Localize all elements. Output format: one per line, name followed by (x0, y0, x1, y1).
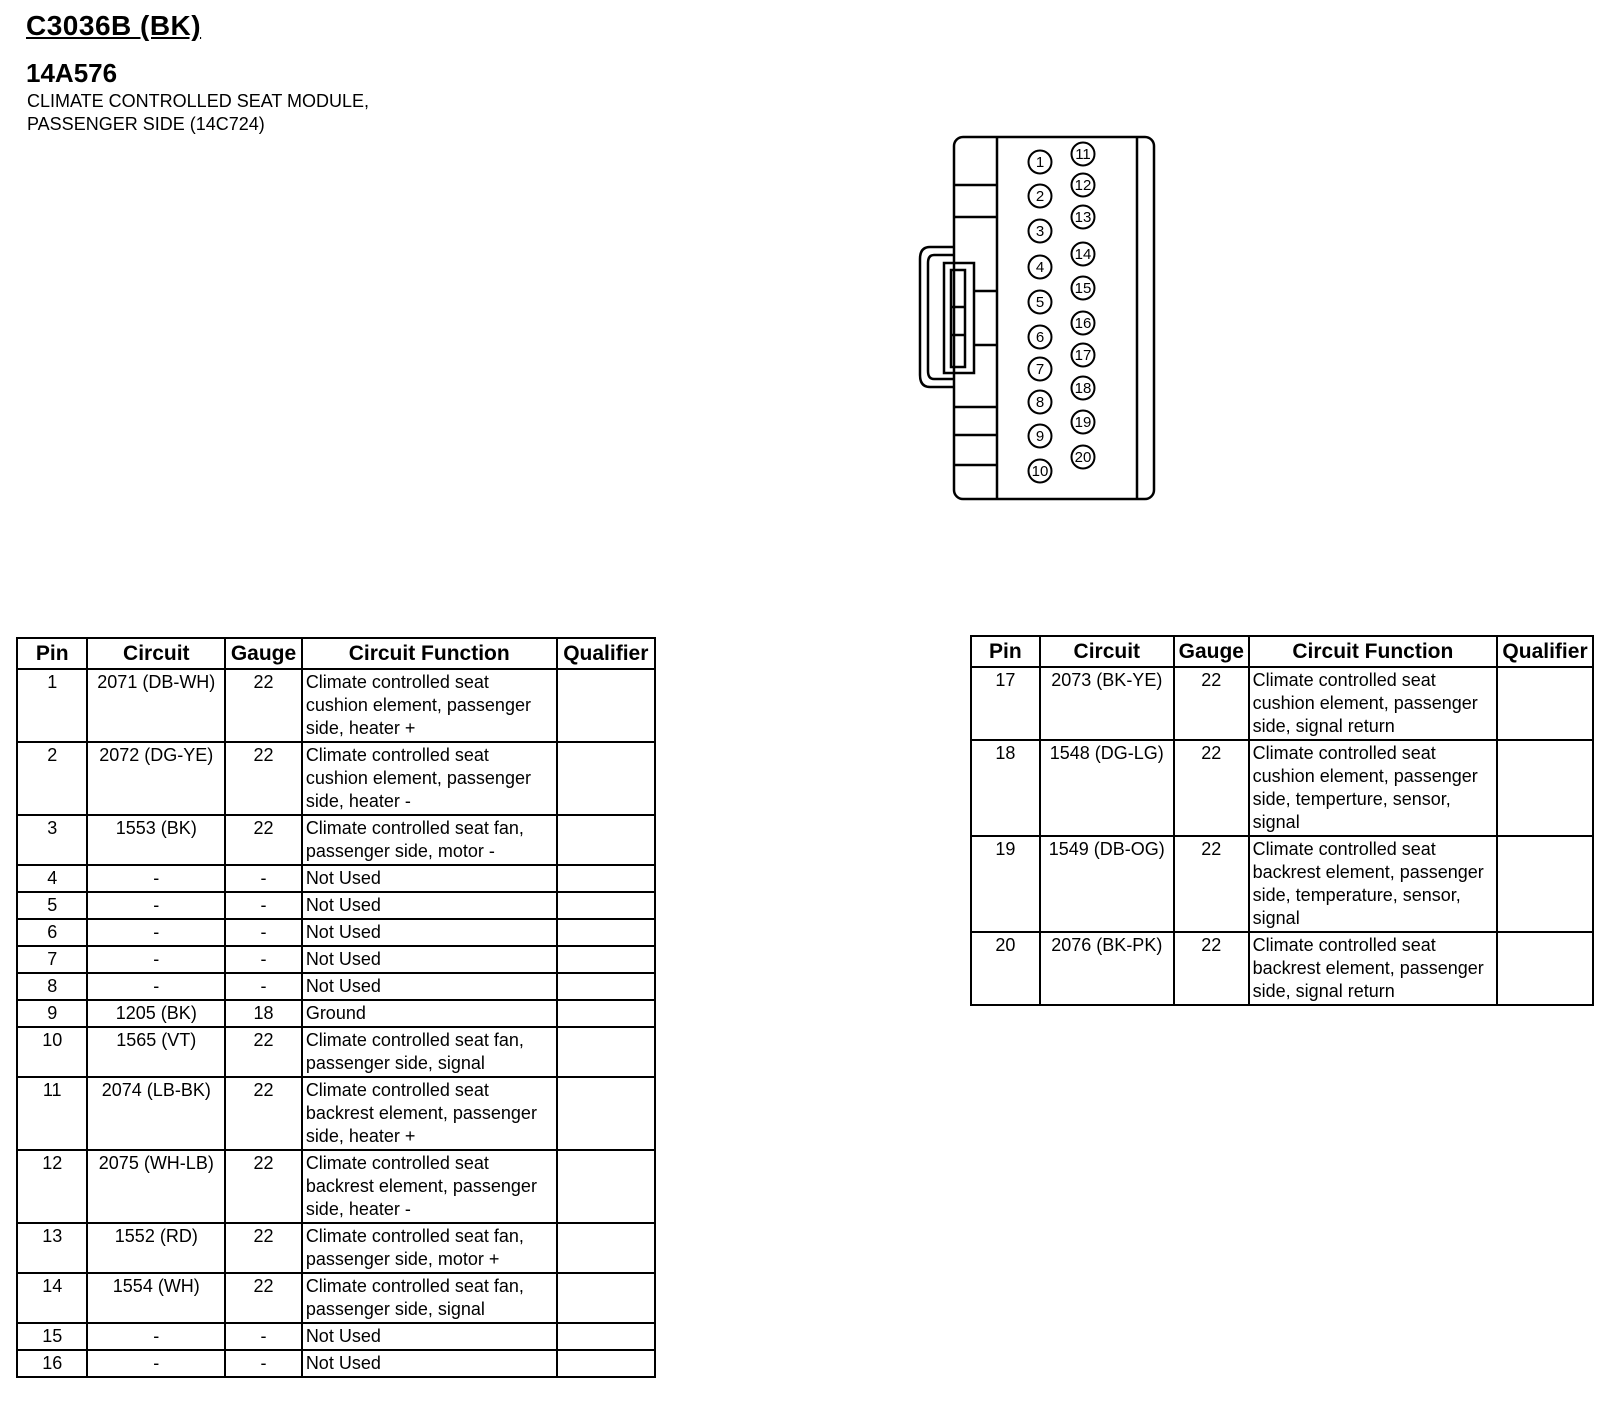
pin-cell: 15 (17, 1323, 87, 1350)
pin-cell: 4 (17, 865, 87, 892)
pin-cell: 13 (17, 1223, 87, 1273)
qualifier-cell (557, 1350, 655, 1377)
circuit-cell: - (87, 865, 225, 892)
pin-number: 17 (1074, 347, 1092, 364)
pin-cell: 16 (17, 1350, 87, 1377)
gauge-cell: 22 (225, 1027, 302, 1077)
pin-number: 16 (1074, 315, 1092, 332)
table-row (17, 1223, 655, 1273)
gauge-cell: 22 (1174, 740, 1249, 836)
header-circuit: Circuit (87, 638, 225, 669)
gauge-cell: 22 (1174, 836, 1249, 932)
gauge-cell: 22 (225, 1223, 302, 1273)
pinout-table-left (16, 637, 656, 1378)
circuit-function-cell: Climate controlled seat fan, passenger side, signal (302, 1273, 557, 1323)
gauge-cell: 22 (225, 1150, 302, 1223)
table-row (17, 742, 655, 815)
circuit-cell: - (87, 892, 225, 919)
qualifier-cell (557, 919, 655, 946)
qualifier-cell (557, 1223, 655, 1273)
qualifier-cell (557, 973, 655, 1000)
pin-cell: 6 (17, 919, 87, 946)
gauge-cell: - (225, 919, 302, 946)
header-circuit-function: Circuit Function (1249, 636, 1497, 667)
gauge-cell: 22 (1174, 932, 1249, 1005)
gauge-cell: 18 (225, 1000, 302, 1027)
header-gauge: Gauge (1174, 636, 1249, 667)
table-row (17, 815, 655, 865)
module-description-line: CLIMATE CONTROLLED SEAT MODULE, (27, 91, 370, 111)
circuit-cell: 1554 (WH) (87, 1273, 225, 1323)
pin-cell: 20 (971, 932, 1040, 1005)
pin-number: 10 (1031, 463, 1049, 480)
gauge-cell: 22 (225, 1077, 302, 1150)
pin-number: 6 (1035, 329, 1045, 346)
table-header-row (971, 636, 1593, 667)
module-description-line: PASSENGER SIDE (14C724) (27, 114, 265, 134)
table-row (17, 1323, 655, 1350)
pin-circle (1072, 446, 1095, 469)
pin-number: 4 (1035, 259, 1045, 276)
gauge-cell: 22 (225, 669, 302, 742)
table-row (17, 973, 655, 1000)
circuit-function-cell: Climate controlled seat backrest element, passenger side, heater + (302, 1077, 557, 1150)
circuit-function-cell: Climate controlled seat backrest element, passenger side, heater - (302, 1150, 557, 1223)
header-circuit: Circuit (1040, 636, 1174, 667)
gauge-cell: 22 (1174, 667, 1249, 740)
pin-cell: 17 (971, 667, 1040, 740)
pin-cell: 7 (17, 946, 87, 973)
qualifier-cell (1497, 836, 1593, 932)
qualifier-cell (557, 1027, 655, 1077)
qualifier-cell (557, 815, 655, 865)
gauge-cell: - (225, 973, 302, 1000)
circuit-cell: 1565 (VT) (87, 1027, 225, 1077)
pin-number: 3 (1035, 223, 1045, 240)
circuit-function-cell: Climate controlled seat cushion element, passenger side, heater - (302, 742, 557, 815)
table-row (17, 669, 655, 742)
qualifier-cell (557, 1323, 655, 1350)
gauge-cell: - (225, 946, 302, 973)
table-row (17, 946, 655, 973)
table-row (17, 1077, 655, 1150)
connector-face-diagram (918, 135, 1158, 505)
circuit-cell: - (87, 1350, 225, 1377)
pin-circle (1072, 243, 1095, 266)
circuit-cell: - (87, 973, 225, 1000)
gauge-cell: - (225, 892, 302, 919)
qualifier-cell (1497, 740, 1593, 836)
pin-circle (1072, 312, 1095, 335)
pin-number: 19 (1074, 414, 1092, 431)
circuit-function-cell: Not Used (302, 919, 557, 946)
gauge-cell: - (225, 1350, 302, 1377)
gauge-cell: - (225, 1323, 302, 1350)
circuit-cell: 2071 (DB-WH) (87, 669, 225, 742)
gauge-cell: 22 (225, 742, 302, 815)
pin-circle (1072, 206, 1095, 229)
header-pin: Pin (17, 638, 87, 669)
pin-cell: 3 (17, 815, 87, 865)
pin-circle (1029, 460, 1052, 483)
circuit-function-cell: Not Used (302, 892, 557, 919)
pin-number: 20 (1074, 449, 1092, 466)
circuit-function-cell: Not Used (302, 946, 557, 973)
pin-circle (1029, 391, 1052, 414)
pin-cell: 2 (17, 742, 87, 815)
qualifier-cell (557, 1150, 655, 1223)
table-row (17, 1027, 655, 1077)
pin-number: 18 (1074, 380, 1092, 397)
pin-circle (1029, 220, 1052, 243)
qualifier-cell (557, 865, 655, 892)
circuit-cell: 2074 (LB-BK) (87, 1077, 225, 1150)
circuit-cell: - (87, 946, 225, 973)
table-row (17, 1350, 655, 1377)
qualifier-cell (557, 1000, 655, 1027)
circuit-function-cell: Climate controlled seat fan, passenger side, motor + (302, 1223, 557, 1273)
table-row (971, 836, 1593, 932)
pin-cell: 11 (17, 1077, 87, 1150)
pin-circle (1029, 326, 1052, 349)
circuit-cell: 1553 (BK) (87, 815, 225, 865)
qualifier-cell (557, 892, 655, 919)
pin-circle (1029, 425, 1052, 448)
pin-circle (1029, 185, 1052, 208)
circuit-function-cell: Not Used (302, 973, 557, 1000)
table-row (17, 1273, 655, 1323)
qualifier-cell (557, 946, 655, 973)
header-circuit-function: Circuit Function (302, 638, 557, 669)
pin-circle (1072, 377, 1095, 400)
circuit-cell: 1549 (DB-OG) (1040, 836, 1174, 932)
qualifier-cell (557, 742, 655, 815)
pin-cell: 5 (17, 892, 87, 919)
header-pin: Pin (971, 636, 1040, 667)
circuit-cell: 1552 (RD) (87, 1223, 225, 1273)
pin-cell: 18 (971, 740, 1040, 836)
module-description (27, 90, 369, 136)
gauge-cell: 22 (225, 1273, 302, 1323)
pin-number: 11 (1075, 146, 1091, 163)
circuit-cell: - (87, 919, 225, 946)
pin-number: 13 (1074, 209, 1092, 226)
pin-number: 2 (1035, 188, 1045, 205)
circuit-function-cell: Not Used (302, 865, 557, 892)
table-row (17, 865, 655, 892)
pin-cell: 1 (17, 669, 87, 742)
table-row (17, 1000, 655, 1027)
circuit-function-cell: Climate controlled seat fan, passenger side, motor - (302, 815, 557, 865)
header-qualifier: Qualifier (557, 638, 655, 669)
gauge-cell: - (225, 865, 302, 892)
qualifier-cell (557, 1077, 655, 1150)
table-row (17, 1150, 655, 1223)
pin-cell: 14 (17, 1273, 87, 1323)
pin-number: 7 (1035, 361, 1045, 378)
pin-number: 14 (1074, 246, 1092, 263)
table-row (971, 932, 1593, 1005)
circuit-cell: - (87, 1323, 225, 1350)
circuit-function-cell: Climate controlled seat cushion element, passenger side, temperture, sensor, signal (1249, 740, 1497, 836)
pin-circle (1072, 411, 1095, 434)
pin-number: 1 (1035, 154, 1045, 171)
pin-cell: 19 (971, 836, 1040, 932)
circuit-cell: 2075 (WH-LB) (87, 1150, 225, 1223)
pin-number: 8 (1035, 394, 1045, 411)
pin-circle (1029, 358, 1052, 381)
table-row (971, 667, 1593, 740)
latch-tab (944, 263, 974, 373)
pin-circle (1029, 256, 1052, 279)
pin-cell: 12 (17, 1150, 87, 1223)
circuit-function-cell: Climate controlled seat backrest element, passenger side, temperature, sensor, signal (1249, 836, 1497, 932)
circuit-cell: 2073 (BK-YE) (1040, 667, 1174, 740)
connector-body (954, 137, 1154, 499)
pin-number: 9 (1035, 428, 1045, 445)
header-gauge: Gauge (225, 638, 302, 669)
circuit-function-cell: Climate controlled seat cushion element, passenger side, signal return (1249, 667, 1497, 740)
module-id: 14A576 (26, 58, 118, 88)
qualifier-cell (557, 1273, 655, 1323)
circuit-function-cell: Climate controlled seat cushion element, passenger side, heater + (302, 669, 557, 742)
connector-id: C3036B (BK) (26, 10, 202, 41)
table-row (971, 740, 1593, 836)
header-qualifier: Qualifier (1497, 636, 1593, 667)
pin-circle (1072, 174, 1095, 197)
pinout-table-right (970, 635, 1594, 1006)
pin-circle (1029, 291, 1052, 314)
connector-latch (920, 247, 954, 387)
pin-cell: 8 (17, 973, 87, 1000)
circuit-cell: 2076 (BK-PK) (1040, 932, 1174, 1005)
pin-circle (1029, 151, 1052, 174)
circuit-cell: 1548 (DG-LG) (1040, 740, 1174, 836)
pin-cell: 10 (17, 1027, 87, 1077)
table-row (17, 892, 655, 919)
circuit-function-cell: Ground (302, 1000, 557, 1027)
circuit-function-cell: Not Used (302, 1323, 557, 1350)
circuit-cell: 1205 (BK) (87, 1000, 225, 1027)
pin-number: 5 (1035, 294, 1045, 311)
pin-number: 12 (1074, 177, 1092, 194)
circuit-function-cell: Not Used (302, 1350, 557, 1377)
circuit-function-cell: Climate controlled seat fan, passenger side, signal (302, 1027, 557, 1077)
pin-circle (1072, 277, 1095, 300)
qualifier-cell (557, 669, 655, 742)
pin-circle (1072, 143, 1095, 166)
circuit-function-cell: Climate controlled seat backrest element, passenger side, signal return (1249, 932, 1497, 1005)
pin-number: 15 (1074, 280, 1092, 297)
pin-cell: 9 (17, 1000, 87, 1027)
circuit-cell: 2072 (DG-YE) (87, 742, 225, 815)
pin-circle (1072, 344, 1095, 367)
qualifier-cell (1497, 932, 1593, 1005)
gauge-cell: 22 (225, 815, 302, 865)
table-row (17, 919, 655, 946)
table-header-row (17, 638, 655, 669)
qualifier-cell (1497, 667, 1593, 740)
